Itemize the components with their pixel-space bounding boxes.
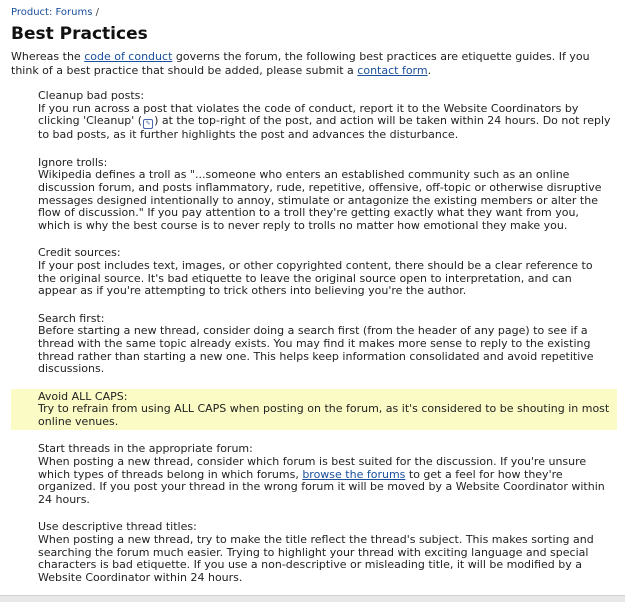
practice-title: Start threads in the appropriate forum: [38, 442, 253, 456]
breadcrumb-separator: / [95, 7, 99, 18]
practice-body-text: If you run across a post that violates the code of conduct, report it to the Website Coordinators by clicking 'Cleanup' ( [38, 101, 579, 128]
practice-body-text: to get a feel for how they're organized. If you post your thread in the wrong forum it will be moved by a Website Coordinator within 24 hours. [38, 467, 605, 506]
breadcrumb [11, 6, 617, 19]
practice-body [38, 456, 611, 506]
browse-the-forums-link[interactable]: browse the forums [302, 467, 406, 481]
practice-body: When posting a new thread, try to make the title reflect the thread's subject. This makes sorting and searching the forum much easier. Trying to highlight your thread with exciting language and special characters is bad etiquette. If you use a non-descriptive or misleading title, it will be modified by a Website Coordinator within 24 hours. [38, 533, 594, 584]
practice-cleanup-bad-posts [11, 88, 617, 144]
practice-body-text: ) at the top-right of the post, and action will be taken within 24 hours. Do not reply to bad posts, as it further highlights the post and advances the disturbance. [38, 114, 611, 142]
bottom-border [0, 595, 625, 602]
practices-list [11, 88, 617, 586]
practice-body: Before starting a new thread, consider doing a search first (from the header of any page) to see if a thread with the same topic already exists. You may find it makes more sense to reply to the existing thread rather than starting a new one. This helps keep information consolidated and avoid repetitive discussions. [38, 324, 594, 376]
contact-form-link[interactable]: contact form [357, 63, 428, 77]
intro-text-end: . [427, 63, 432, 77]
practice-title: Search first: [38, 311, 105, 325]
practice-appropriate-forum [11, 441, 617, 508]
practice-body: Try to refrain from using ALL CAPS when posting on the forum, as it's considered to be shouting in most online venues. [38, 402, 610, 428]
practice-title: Avoid ALL CAPS: [38, 389, 128, 403]
practice-title: Use descriptive thread titles: [38, 520, 197, 534]
practice-descriptive-titles [11, 519, 617, 586]
practice-body [38, 103, 611, 142]
practice-title: Cleanup bad posts: [38, 89, 145, 102]
practice-body-text: When posting a new thread, consider which forum is best suited for the discussion. If you're unsure which types of threads belong in which forums, [38, 455, 587, 481]
practice-ignore-trolls [11, 155, 617, 235]
practice-title: Ignore trolls: [38, 155, 108, 169]
practice-body: Wikipedia defines a troll as "...someone who enters an established community such as an online discussion forum, and posts inflammatory, rude, repetitive, offensive, off-topic or otherwise disruptive messages designed intentionally to annoy, stimulate or antagonize the existing members or alter the flow of discussion." If you pay attention to a troll they're getting exactly what they want from you, which is why the best course is to never reply to trolls no matter how emotional they make you. [38, 168, 602, 232]
practice-avoid-all-caps [11, 389, 617, 431]
page-title: Best Practices [11, 24, 148, 44]
intro-text-start: Whereas the [11, 50, 85, 63]
intro-paragraph [11, 50, 617, 77]
practice-search-first [11, 311, 617, 378]
code-of-conduct-link[interactable]: code of conduct [84, 50, 173, 63]
breadcrumb-link-product-forums[interactable]: Product: Forums [11, 7, 93, 18]
practice-title: Credit sources: [38, 246, 121, 260]
practice-body: If your post includes text, images, or other copyrighted content, there should be a clear reference to the original source. It's bad etiquette to leave the original source open to interpretation, and can appear as if you're attempting to trick others into believing you're the author. [38, 258, 593, 298]
intro-text-middle: governs the forum, the following best practices are etiquette guides. If you think of a best practice that should be added, please submit a [11, 50, 590, 77]
cleanup-icon: ✎ [143, 119, 153, 129]
practice-credit-sources [11, 245, 617, 299]
